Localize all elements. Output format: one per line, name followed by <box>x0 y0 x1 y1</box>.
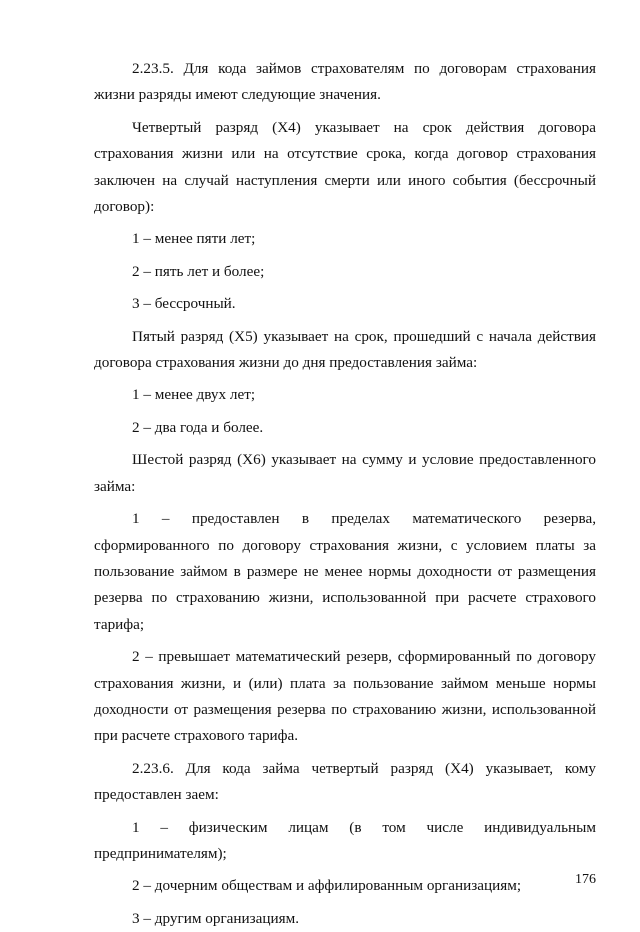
list-item-x4-recipient-1: 1 – физическим лицам (в том числе индивидуальным предпринимателям); <box>94 818 596 862</box>
paragraph-x6-description: Шестой разряд (Х6) указывает на сумму и условие предоставленного займа: <box>94 451 596 495</box>
paragraph-2-23-5: 2.23.5. Для кода займов страхователям по договорам страхования жизни разряды имеют следующие значения. <box>94 60 596 104</box>
list-item-x5-2: 2 – два года и более. <box>132 418 264 436</box>
list-item-x4-2: 2 – пять лет и более; <box>132 262 265 280</box>
list-item-x4-1: 1 – менее пяти лет; <box>132 230 256 248</box>
list-item-x5-1: 1 – менее двух лет; <box>132 386 256 404</box>
list-item-x4-3: 3 – бессрочный. <box>132 295 236 313</box>
list-item-x4-recipient-3: 3 – другим организациям. <box>132 909 300 927</box>
page-number: 176 <box>575 872 596 887</box>
list-item-x4-recipient-2: 2 – дочерним обществам и аффилированным организациям; <box>132 877 522 895</box>
list-item-x6-1: 1 – предоставлен в пределах математического резерва, сформированного по договору страхования жизни, с условием платы за пользование займом в размере не менее нормы доходности от размещения резерва по страхованию жизни, использованной при расчете страхового тарифа; <box>94 510 596 633</box>
document-body <box>94 56 596 932</box>
list-item-x6-2: 2 – превышает математический резерв, сформированный по договору страхования жизни, и (или) плата за пользование займом меньше нормы доходности от размещения резерва по страхованию жизни, использованной при расчете страхового тарифа. <box>94 648 596 745</box>
paragraph-2-23-6: 2.23.6. Для кода займа четвертый разряд (Х4) указывает, кому предоставлен заем: <box>94 759 596 804</box>
paragraph-x4-description: Четвертый разряд (Х4) указывает на срок действия договора страхования жизни или на отсутствие срока, когда договор страхования заключен на случай наступления смерти или иного события (бессрочный договор): <box>94 118 596 216</box>
paragraph-x5-description: Пятый разряд (Х5) указывает на срок, прошедший с начала действия договора страхования жизни до дня предоставления займа: <box>94 327 596 372</box>
